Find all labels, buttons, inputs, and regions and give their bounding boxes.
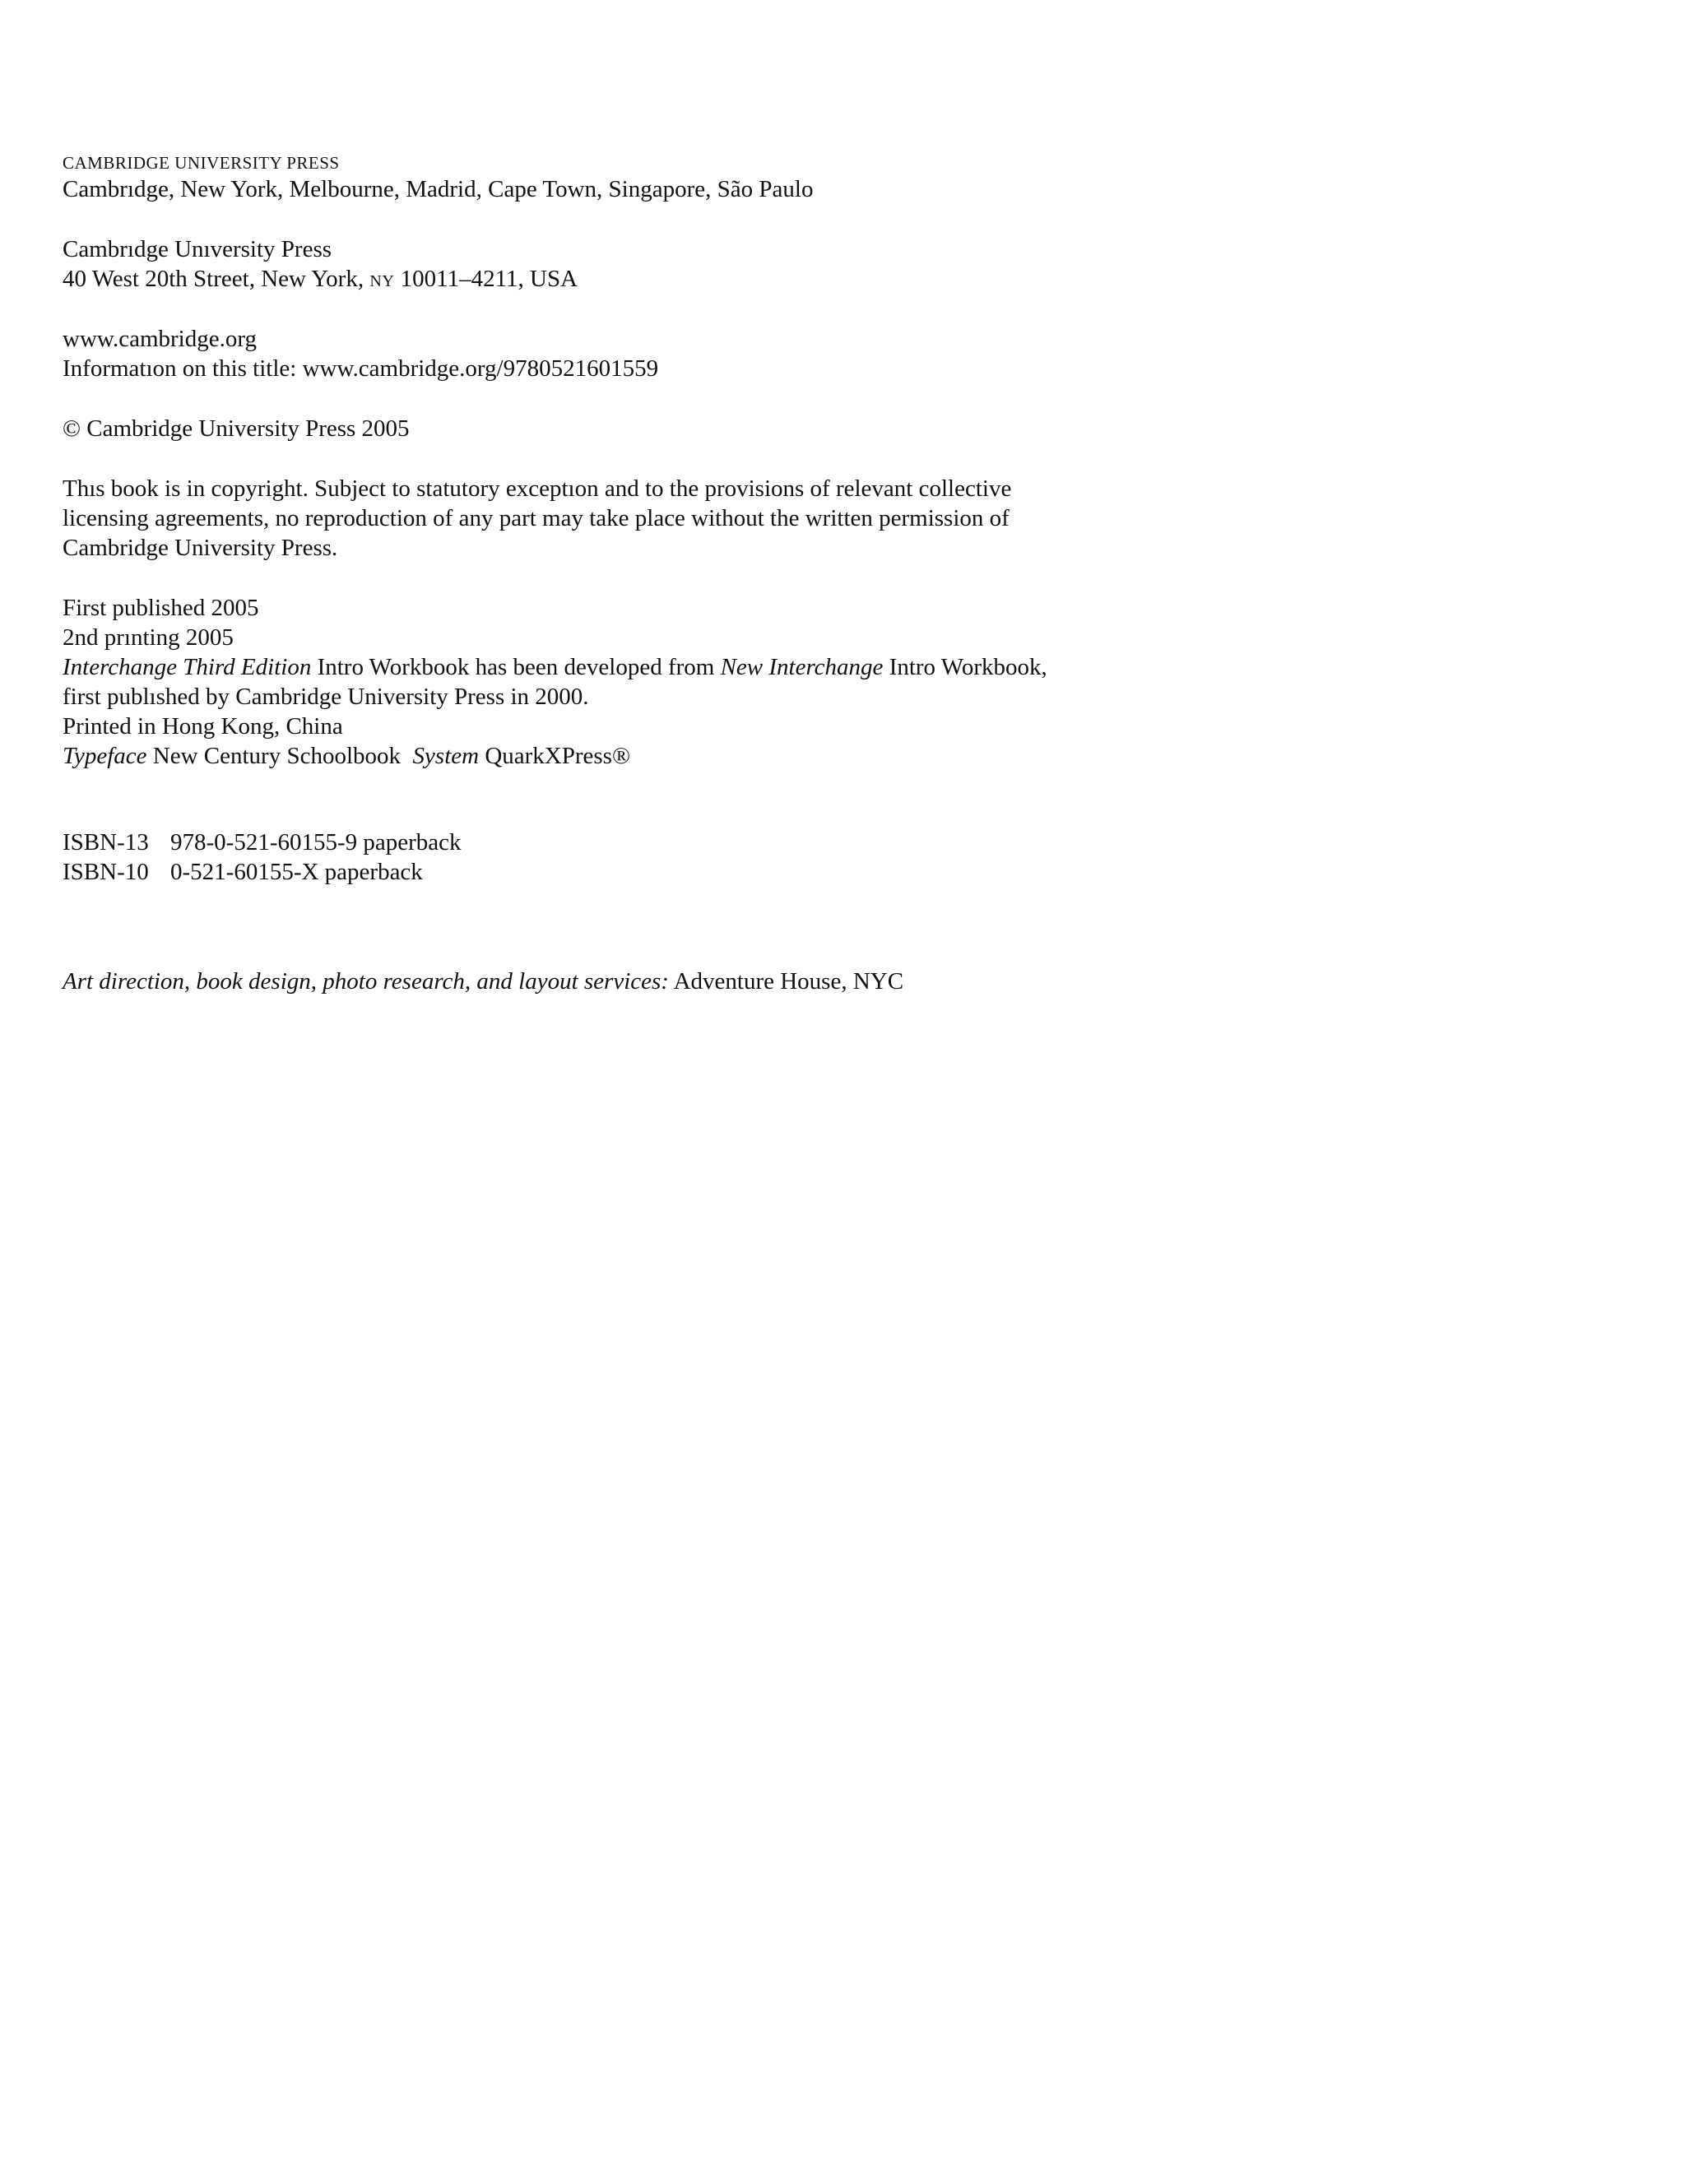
system-label: System	[412, 743, 480, 769]
copyright-line: © Cambridge University Press 2005	[63, 415, 410, 442]
credits-line	[63, 967, 903, 996]
title-info-line: Informatıon on this title: www.cambridge.org/9780521601559	[63, 355, 659, 382]
printed-in: Printed in Hong Kong, China	[63, 713, 343, 740]
edition-mid: Intro Workbook has been developed from	[311, 654, 721, 680]
rights-line-3: Cambridge University Press.	[63, 535, 338, 561]
typeface-value: New Century Schoolbook	[146, 743, 413, 769]
isbn-10-label: ISBN-10	[63, 859, 149, 885]
source-title: New Interchange	[720, 654, 884, 680]
address-street-prefix: 40 West 20th Street, New York,	[63, 266, 364, 292]
address-state: NY	[369, 272, 395, 290]
credits-value: Adventure House, NYC	[668, 968, 904, 995]
address-zip-country: 10011–4211, USA	[400, 266, 578, 292]
first-published-by: first publıshed by Cambridge University Press in 2000.	[63, 684, 589, 710]
typeface-label: Typeface	[63, 743, 147, 769]
credits-label: Art direction, book design, photo research, and layout services:	[63, 968, 669, 995]
address-street	[63, 264, 578, 296]
isbn-10-value: 0-521-60155-X paperback	[170, 859, 423, 885]
isbn-13-line	[63, 828, 462, 857]
publisher-cities: Cambrıdge, New York, Melbourne, Madrid, Cape Town, Singapore, São Paulo	[63, 176, 814, 202]
first-published: First published 2005	[63, 595, 259, 621]
edition-line	[63, 652, 1047, 682]
isbn-13-value: 978-0-521-60155-9 paperback	[170, 829, 462, 856]
publisher-name: CAMBRIDGE UNIVERSITY PRESS	[63, 153, 340, 173]
isbn-10-line	[63, 857, 423, 887]
edition-title: Interchange Third Edition	[63, 654, 312, 680]
address-press-name: Cambrıdge Unıversity Press	[63, 236, 332, 262]
edition-end: Intro Workbook,	[883, 654, 1047, 680]
rights-line-1: Thıs book is in copyright. Subject to statutory exceptıon and to the provisions of relevant collective	[63, 475, 1012, 502]
typeface-system-line	[63, 741, 630, 771]
rights-line-2: licensing agreements, no reproduction of any part may take place without the written permission of	[63, 505, 1010, 531]
website-url: www.cambridge.org	[63, 326, 257, 352]
isbn-13-label: ISBN-13	[63, 829, 149, 856]
printing-line: 2nd prınting 2005	[63, 624, 234, 651]
system-value: QuarkXPress®	[479, 743, 630, 769]
